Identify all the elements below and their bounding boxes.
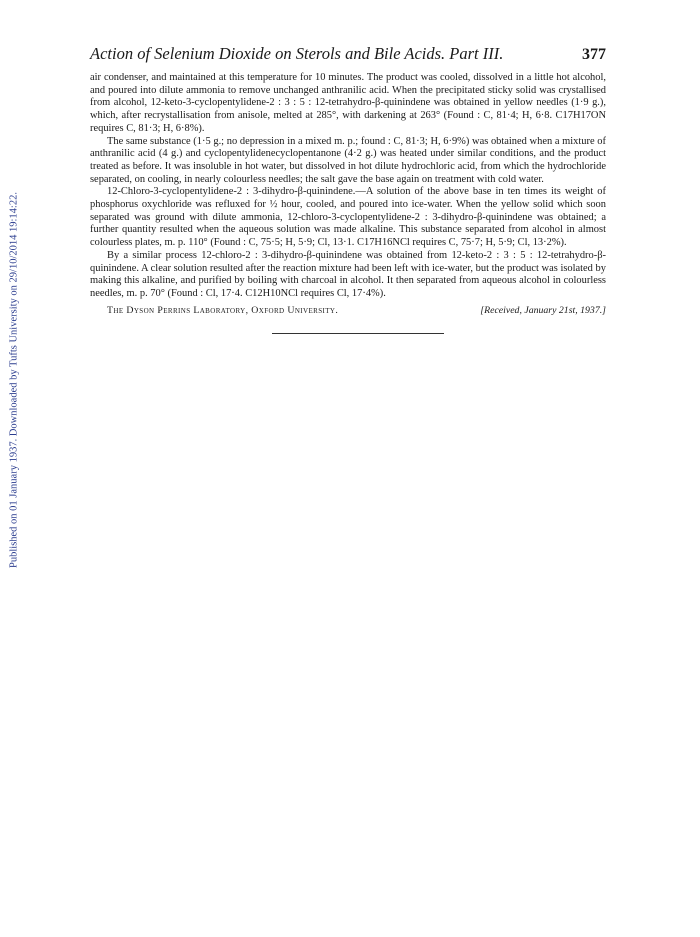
paragraph-chloro-cyclopentylidene: 12-Chloro-3-cyclopentylidene-2 : 3-dihydro-β-quinindene.—A solution of the above base in ten times its weight of phosphorus oxychloride was refluxed for ½ hour, cooled, and poured into ice-water. When the yellow solid which soon separated was ground with dilute ammonia, 12-chloro-3-cyclopentylidene-2 : 3-dihydro-β-quinindene was obtained; a further quantity resulted when the aqueous solution was made alkaline. This substance separated from alcohol in almost colourless plates, m. p. 110° (Found : C, 75·5; H, 5·9; Cl, 13·1. C17H16NCl requires C, 75·7; H, 5·9; Cl, 13·2%). [90,186,606,249]
running-head [90,44,606,64]
page-number: 377 [582,46,606,63]
publication-sidebar [4,185,24,575]
running-title: Action of Selenium Dioxide on Sterols and Bile Acids. Part III. [90,44,504,63]
paper-page [90,44,606,334]
paragraph-keto-product: air condenser, and maintained at this temperature for 10 minutes. The product was cooled, dissolved in a little hot alcohol, and poured into dilute ammonia to remove unchanged anthranilic acid. When the precipitated sticky solid was crystallised from alcohol, 12-keto-3-cyclopentylidene-2 : 3 : 5 : 12-tetrahydro-β-quinindene was obtained in yellow needles (1·9 g.), which, after recrystallisation from anisole, melted at 285°, with darkening at 263° (Found : C, 81·4; H, 6·8. C17H17ON requires C, 81·3; H, 6·8%). [90,72,606,134]
affiliation: The Dyson Perrins Laboratory, Oxford University. [107,304,339,316]
end-rule [272,333,444,334]
paragraph-same-substance: The same substance (1·5 g.; no depression in a mixed m. p.; found : C, 81·3; H, 6·9%) was obtained when a mixture of anthranilic acid (4 g.) and cyclopentylidenecyclopentanone (4·2 g.) was heated under similar conditions, and the product treated as before. It was insoluble in hot water, but dissolved in hot dilute hydrochloric acid, from which the hydrochloride separated, on cooling, in nearly colourless needles; the salt gave the base again on treatment with cold water. [90,135,606,185]
affiliation-line [90,305,606,318]
received-date: [Received, January 21st, 1937.] [480,304,606,316]
published-download-note: Published on 01 January 1937. Downloaded by Tufts University on 29/10/2014 19:14:22. [8,192,20,568]
paragraph-chloro-dihydro: By a similar process 12-chloro-2 : 3-dihydro-β-quinindene was obtained from 12-keto-2 : 3 : 5 : 12-tetrahydro-β-quinindene. A clear solution resulted after the reaction mixture had been left with ice-water, but the product was isolated by making this alkaline, and purified by boiling with charcoal in alcohol. It then separated from aqueous alcohol in colourless needles, m. p. 70° (Found : Cl, 17·4. C12H10NCl requires Cl, 17·4%). [90,249,606,299]
article-body [90,72,606,317]
